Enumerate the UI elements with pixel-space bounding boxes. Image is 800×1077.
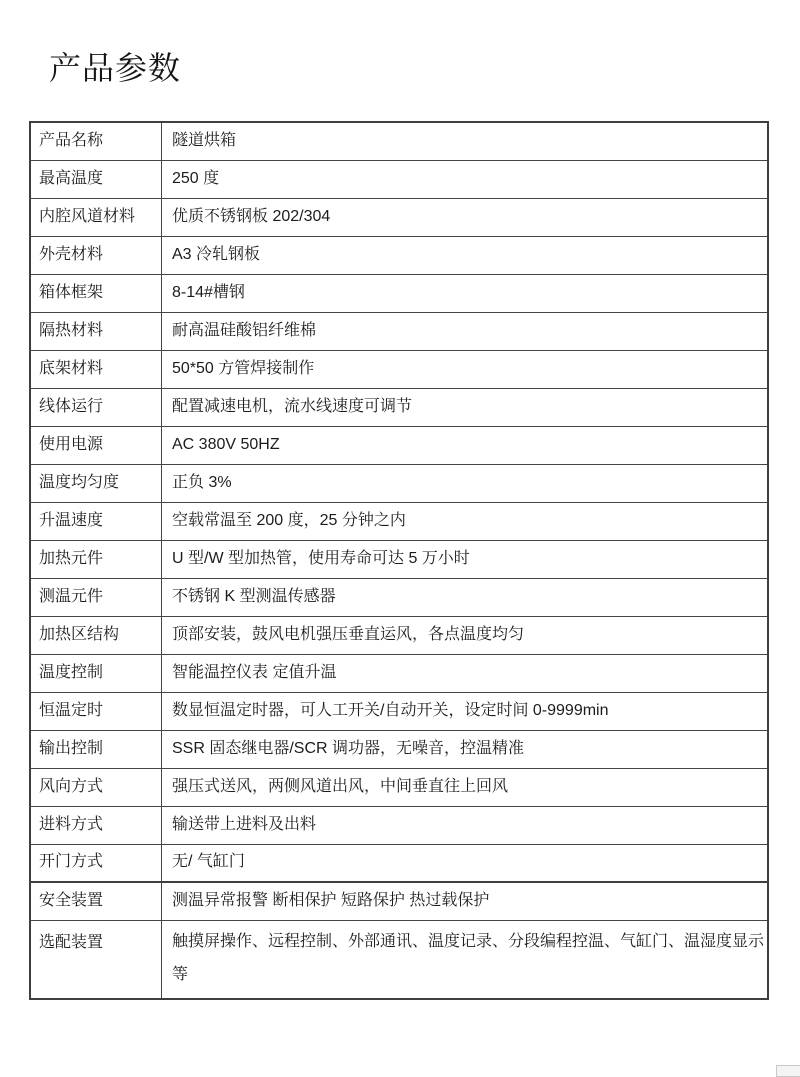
page-title: 产品参数 [49,50,182,86]
param-value: AC 380V 50HZ [162,426,769,464]
param-label: 底架材料 [30,350,162,388]
param-label: 最高温度 [30,160,162,198]
param-value: 测温异常报警 断相保护 短路保护 热过载保护 [162,882,769,920]
table-row [30,312,768,350]
param-value: U 型/W 型加热管，使用寿命可达 5 万小时 [162,540,769,578]
param-value: 空载常温至 200 度，25 分钟之内 [162,502,769,540]
table-row [30,654,768,692]
param-value: 顶部安装，鼓风电机强压垂直运风，各点温度均匀 [162,616,769,654]
param-label: 加热元件 [30,540,162,578]
table-row [30,274,768,312]
param-value: 无/ 气缸门 [162,844,769,882]
param-label: 使用电源 [30,426,162,464]
param-label: 产品名称 [30,122,162,160]
param-value: 强压式送风，两侧风道出风，中间垂直往上回风 [162,768,769,806]
param-label: 温度均匀度 [30,464,162,502]
table-row [30,806,768,844]
param-value: 输送带上进料及出料 [162,806,769,844]
table-row [30,198,768,236]
param-value: 配置减速电机，流水线速度可调节 [162,388,769,426]
param-label: 隔热材料 [30,312,162,350]
table-row [30,122,768,160]
table-row [30,692,768,730]
table-row [30,730,768,768]
param-value: 触摸屏操作、远程控制、外部通讯、温度记录、分段编程控温、气缸门、温湿度显示等 [162,920,769,999]
param-label: 加热区结构 [30,616,162,654]
param-label: 测温元件 [30,578,162,616]
param-label: 风向方式 [30,768,162,806]
table-row [30,616,768,654]
param-value: 智能温控仪表 定值升温 [162,654,769,692]
param-value: 250 度 [162,160,769,198]
param-label: 线体运行 [30,388,162,426]
table-row [30,160,768,198]
param-label: 安全装置 [30,882,162,920]
table-row [30,920,768,999]
table-row [30,388,768,426]
table-row [30,464,768,502]
param-label: 箱体框架 [30,274,162,312]
param-value: 隧道烘箱 [162,122,769,160]
product-parameters-table [29,121,769,1000]
table-row [30,236,768,274]
param-label: 内腔风道材料 [30,198,162,236]
table-row [30,350,768,388]
param-label: 进料方式 [30,806,162,844]
table-row [30,882,768,920]
param-value: 优质不锈钢板 202/304 [162,198,769,236]
table-row [30,502,768,540]
param-label: 输出控制 [30,730,162,768]
param-value: 不锈钢 K 型测温传感器 [162,578,769,616]
param-value: A3 冷轧钢板 [162,236,769,274]
param-value: 50*50 方管焊接制作 [162,350,769,388]
param-label: 外壳材料 [30,236,162,274]
table-row [30,540,768,578]
param-value: 正负 3% [162,464,769,502]
corner-widget-fragment [776,1065,800,1077]
param-label: 开门方式 [30,844,162,882]
param-value: SSR 固态继电器/SCR 调功器，无噪音，控温精准 [162,730,769,768]
param-label: 选配装置 [30,920,162,999]
table-row [30,768,768,806]
param-label: 升温速度 [30,502,162,540]
param-label: 温度控制 [30,654,162,692]
param-label: 恒温定时 [30,692,162,730]
table-row [30,426,768,464]
param-table-body [30,122,768,999]
param-value: 数显恒温定时器，可人工开关/自动开关，设定时间 0-9999min [162,692,769,730]
param-value: 8-14#槽钢 [162,274,769,312]
param-value: 耐高温硅酸铝纤维棉 [162,312,769,350]
table-row [30,844,768,882]
table-row [30,578,768,616]
